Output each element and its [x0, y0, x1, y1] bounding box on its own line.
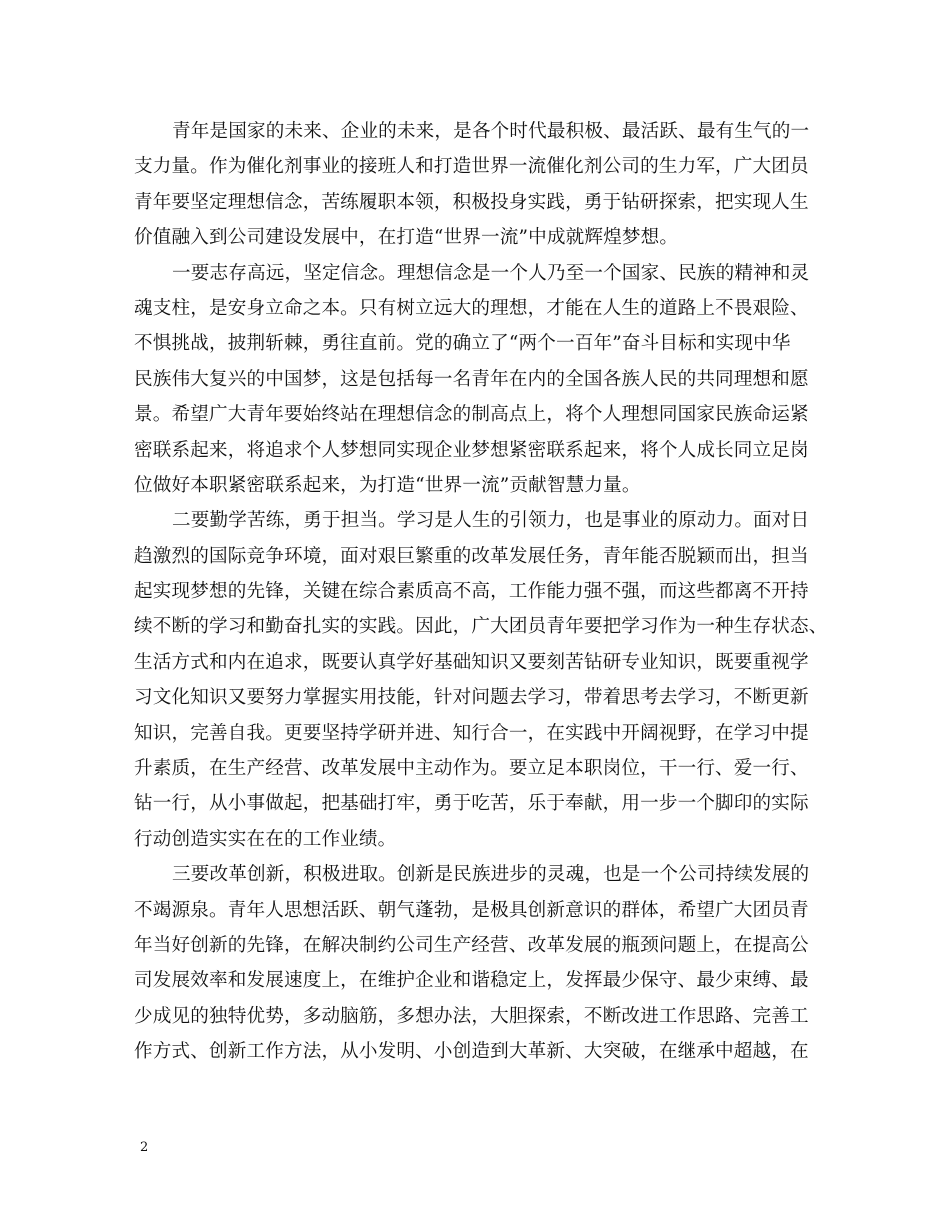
body-text	[134, 114, 834, 1070]
paragraph-4-line-6: 作方式、创新工作方法，从小发明、小创造到大革新、大突破，在继承中超越，在	[134, 1041, 809, 1063]
paragraph-2-line-5: 景。希望广大青年要始终站在理想信念的制高点上，将个人理想同国家民族命运紧	[134, 404, 809, 426]
paragraph-3-line-6: 习文化知识又要努力掌握实用技能，针对问题去学习，带着思考去学习，不断更新	[134, 687, 809, 709]
paragraph-3-line-8: 升素质，在生产经营、改革发展中主动作为。要立足本职岗位，干一行、爱一行、	[134, 758, 809, 780]
paragraph-2-line-4: 民族伟大复兴的中国梦，这是包括每一名青年在内的全国各族人民的共同理想和愿	[134, 368, 809, 390]
paragraph-2-line-1: 一要志存高远，坚定信念。理想信念是一个人乃至一个国家、民族的精神和灵	[172, 262, 810, 284]
paragraph-4-line-3: 年当好创新的先锋，在解决制约公司生产经营、改革发展的瓶颈问题上，在提高公	[134, 934, 809, 956]
paragraph-3-line-3: 起实现梦想的先锋，关键在综合素质高不高，工作能力强不强，而这些都离不开持	[134, 581, 809, 603]
paragraph-1-line-2: 支力量。作为催化剂事业的接班人和打造世界一流催化剂公司的生力军，广大团员	[134, 156, 809, 178]
paragraph-2-line-6: 密联系起来，将追求个人梦想同实现企业梦想紧密联系起来，将个人成长同立足岗	[134, 439, 809, 461]
paragraph-3-line-5: 生活方式和内在追求，既要认真学好基础知识又要刻苦钻研专业知识，既要重视学	[134, 651, 809, 673]
paragraph-4-line-5: 少成见的独特优势，多动脑筋，多想办法，大胆探索，不断改进工作思路、完善工	[134, 1005, 809, 1027]
paragraph-4-line-2: 不竭源泉。青年人思想活跃、朝气蓬勃，是极具创新意识的群体，希望广大团员青	[134, 899, 809, 921]
paragraph-2-line-7: 位做好本职紧密联系起来，为打造“世界一流”贡献智慧力量。	[134, 474, 641, 496]
paragraph-1-line-4: 价值融入到公司建设发展中，在打造“世界一流”中成就辉煌梦想。	[134, 227, 679, 249]
paragraph-1-line-3: 青年要坚定理想信念，苦练履职本领，积极投身实践，勇于钻研探索，把实现人生	[134, 191, 809, 213]
paragraph-3-line-4: 续不断的学习和勤奋扎实的实践。因此，广大团员青年要把学习作为一种生存状态、	[134, 616, 828, 638]
paragraph-3-line-7: 知识，完善自我。更要坚持学研并进、知行合一，在实践中开阔视野，在学习中提	[134, 722, 809, 744]
paragraph-2-line-3: 不惧挑战，披荆斩棘，勇往直前。党的确立了“两个一百年”奋斗目标和实现中华	[134, 333, 791, 355]
paragraph-2-line-2: 魂支柱，是安身立命之本。只有树立远大的理想，才能在人生的道路上不畏艰险、	[134, 297, 809, 319]
paragraph-3-line-2: 趋激烈的国际竞争环境，面对艰巨繁重的改革发展任务，青年能否脱颖而出，担当	[134, 545, 809, 567]
paragraph-3-line-1: 二要勤学苦练，勇于担当。学习是人生的引领力，也是事业的原动力。面对日	[172, 510, 810, 532]
paragraph-4-line-1: 三要改革创新，积极进取。创新是民族进步的灵魂，也是一个公司持续发展的	[172, 864, 810, 886]
paragraph-1-line-1: 青年是国家的未来、企业的未来，是各个时代最积极、最活跃、最有生气的一	[172, 121, 810, 142]
paragraph-4-line-4: 司发展效率和发展速度上，在维护企业和谐稳定上，发挥最少保守、最少束缚、最	[134, 970, 809, 992]
paragraph-3-line-9: 钻一行，从小事做起，把基础打牢，勇于吃苦，乐于奉献，用一步一个脚印的实际	[134, 793, 809, 815]
paragraph-3-line-10: 行动创造实实在在的工作业绩。	[134, 828, 397, 850]
page-number: 2	[140, 1140, 149, 1155]
